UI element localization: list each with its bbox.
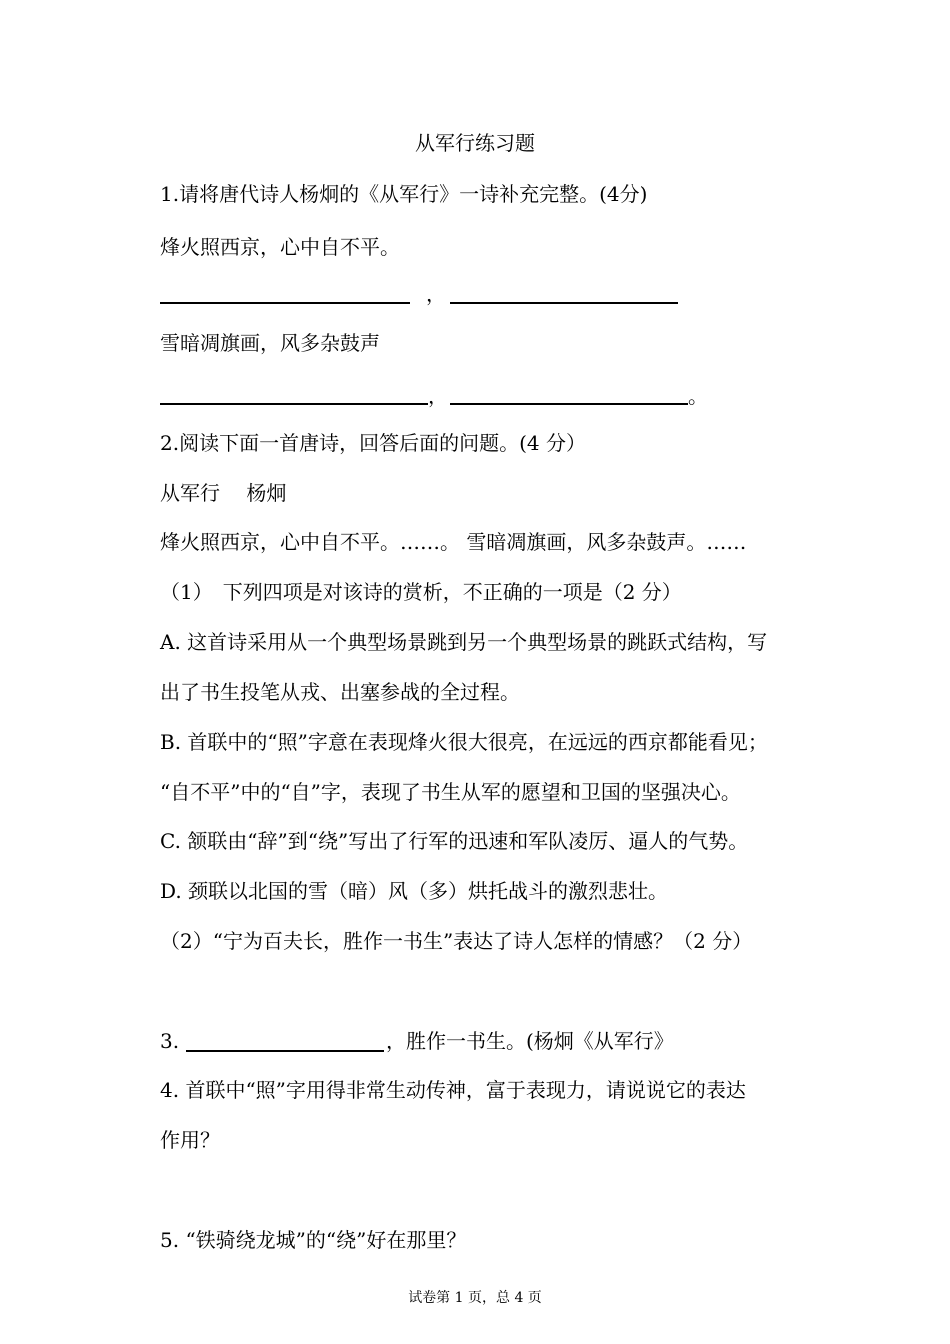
q5-line1: 5. “铁骑绕龙城”的“绕”好在那里？ (160, 1228, 467, 1252)
q1-blank-2[interactable] (450, 302, 678, 304)
q2-sub-question-2: （2）“宁为百夫长，胜作一书生”表达了诗人怎样的情感？（2 分） (160, 929, 753, 953)
q2-option-b-line2: “自不平”中的“自”字，表现了书生从军的愿望和卫国的坚强决心。 (160, 780, 741, 804)
q1-blank-separator-1: ， (426, 282, 446, 306)
q2-option-d: D. 颈联以北国的雪（暗）风（多）烘托战斗的激烈悲壮。 (160, 879, 669, 903)
page-footer: 试卷第 1 页，总 4 页 (408, 1290, 542, 1306)
q4-line2: 作用？ (160, 1128, 220, 1152)
q1-blank-separator-2: ， (428, 384, 448, 408)
q2-poem-title: 从军行 杨炯 (160, 481, 287, 505)
q1-blank-4[interactable] (450, 403, 688, 405)
q2-poem-excerpt: 烽火照西京，心中自不平。……。 雪暗凋旗画，风多杂鼓声。…… (160, 530, 747, 554)
q2-option-a-line2: 出了书生投笔从戎、出塞参战的全过程。 (160, 680, 520, 704)
q2-option-b-line1: B. 首联中的“照”字意在表现烽火很大很亮，在远远的西京都能看见； (160, 730, 768, 754)
q1-poem-line1: 烽火照西京，心中自不平。 (160, 235, 400, 259)
q3-number: 3. (160, 1029, 180, 1053)
q2-option-c: C. 颔联由“辞”到“绕”写出了行军的迅速和军队凌厉、逼人的气势。 (160, 829, 749, 853)
page-title: 从军行练习题 (415, 131, 535, 155)
q1-blank-3[interactable] (160, 403, 428, 405)
q2-sub-question-1: （1） 下列四项是对该诗的赏析，不正确的一项是（2 分） (160, 580, 682, 604)
q2-prompt: 2.阅读下面一首唐诗，回答后面的问题。(4 分） (160, 431, 586, 455)
q3-suffix: ，胜作一书生。(杨炯《从军行》 (386, 1029, 674, 1053)
q1-blank-1[interactable] (160, 302, 410, 304)
q1-prompt: 1.请将唐代诗人杨炯的《从军行》一诗补充完整。(4分) (160, 182, 648, 206)
q4-line1: 4. 首联中“照”字用得非常生动传神，富于表现力，请说说它的表达 (160, 1078, 746, 1102)
q1-poem-line2: 雪暗凋旗画，风多杂鼓声 (160, 331, 380, 355)
q3-blank[interactable] (186, 1050, 384, 1052)
q1-blank-end-period: 。 (688, 384, 708, 408)
q2-option-a-line1: A. 这首诗采用从一个典型场景跳到另一个典型场景的跳跃式结构，写 (160, 630, 768, 654)
